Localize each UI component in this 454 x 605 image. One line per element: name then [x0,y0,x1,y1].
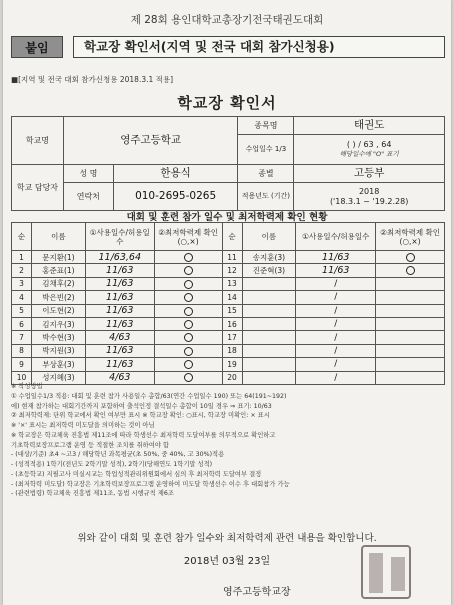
used-days: 11/63 [85,344,154,357]
athlete-name [242,331,296,344]
athlete-name: 문지환(1) [31,251,85,264]
table-row [12,358,445,371]
row-number: 7 [12,331,32,344]
used-days: 11/63 [85,291,154,304]
instruction-line: 기초학력보장프로그램 운영 등 적절한 조치를 취하여야 함 [11,441,169,449]
row-number: 5 [12,304,32,317]
check-circle-mark [184,347,193,356]
instruction-line: - (초등학교) 지필고사 미실시교는 학업성적관리위원회에서 심의 후 최저학력 도달여부 결정 [11,470,262,478]
athlete-name: 김채후(2) [31,277,85,290]
used-days: 11/63 [85,358,154,371]
section-title: 대회 및 훈련 참가 일수 및 최저학력제 확인 현황 [126,212,328,223]
row-number: 9 [12,358,32,371]
row-number: 18 [222,344,242,357]
school-info-table [11,116,445,211]
grade-check [154,291,222,304]
staff-name-label: 성 명 [63,165,113,183]
competition-title: 제 28회 용인대학교총장기전국태권도대회 [130,14,324,26]
athlete-name: 홍준표(1) [31,264,85,277]
row-number: 20 [222,371,242,384]
instruction-line: - (관련법령) 학교체육 진흥법 제11조, 동법 시행규칙 제6조 [11,490,174,498]
grade-check [154,277,222,290]
check-circle-mark [406,266,415,275]
contact-value: 010-2695-0265 [113,183,238,211]
row-number: 19 [222,358,242,371]
grade-check [154,331,222,344]
used-days: 11/63 [85,264,154,277]
row-number: 2 [12,264,32,277]
grade-check [154,304,222,317]
staff-name-value: 한용식 [113,165,238,183]
instruction-line: - (대상/기준) 초4 ~고3 / 해당학년 과목평균(초 50%, 중 40%, 고 30%)적용 [11,451,225,459]
used-days: 4/63 [85,371,154,384]
check-circle-mark [184,360,193,369]
grade-check [376,264,445,277]
school-seal-stamp [361,545,411,599]
grade-check [154,317,222,330]
period-year: 2018 [358,186,380,196]
instruction-line: 에) 현재 참가하는 대회기간까지 포함하여 출석인정 결석일수 총합이 10일 경우 ⇒ 표기: 10/63 [11,402,272,410]
grade-check [154,251,222,264]
instruction-line: ① 수업일수1/3 적용: 대회 및 훈련 참가 사용일수 총합/63(연간 수업일수 190) 또는 64(191~192) [11,392,287,400]
used-days: / [296,304,376,317]
used-days: / [296,317,376,330]
check-circle-mark [184,320,193,329]
grade-check [376,251,445,264]
athlete-name: 박지원(3) [31,344,85,357]
table-row [12,251,445,264]
contact-label: 연락처 [63,183,113,211]
athlete-name: 이도현(2) [31,304,85,317]
school-days-value: ( ) / 63 , 64 [346,140,392,150]
col-grade-right: ②최저학력제 확인(○,×) [376,223,445,251]
school-days-cell [294,135,445,165]
division-value: 고등부 [294,165,445,183]
writing-instructions [11,382,445,499]
athlete-name: 박은빈(2) [31,291,85,304]
grade-check [376,331,445,344]
instruction-line: - (성적적용) 1학기(전년도 2학기말 성적), 2학기(당해연도 1학기말 성적) [11,461,213,468]
athlete-name: 김지우(3) [31,317,85,330]
row-number: 4 [12,291,32,304]
row-number: 14 [222,291,242,304]
grade-check [154,358,222,371]
form-version-label: ■[지역 및 전국 대회 참가신청용 2018.3.1 적용] [11,75,174,84]
athlete-name [242,344,296,357]
row-number: 3 [12,277,32,290]
used-days: 11/63 [296,264,376,277]
check-circle-mark [184,307,193,316]
used-days: / [296,344,376,357]
grade-check [376,304,445,317]
col-name-right: 이름 [242,223,296,251]
row-number: 12 [222,264,242,277]
used-days: / [296,331,376,344]
school-days-label: 수업일수 1/3 [238,135,294,165]
attachment-label: 붙임 [11,36,63,58]
grade-check [376,344,445,357]
used-days: 4/63 [85,331,154,344]
col-no-right: 순 [222,223,242,251]
attachment-title: 학교장 확인서(지역 및 전국 대회 참가신청용) [73,36,445,58]
table-row [12,344,445,357]
athlete-name: 박수현(3) [31,331,85,344]
event-value: 태권도 [294,117,445,135]
col-grade-left: ②최저학력제 확인(○,×) [154,223,222,251]
check-circle-mark [184,253,193,262]
row-number: 17 [222,331,242,344]
athlete-table-header [12,223,445,251]
athlete-name [242,358,296,371]
grade-check [376,291,445,304]
instruction-line: - (최저학력 미도달) 학교장은 기초학력보장프로그램 운영하여 미도달 학생선수 이수 후 대회참가 가능 [11,480,290,488]
row-number: 1 [12,251,32,264]
athlete-table [11,222,445,385]
athlete-name [242,317,296,330]
row-number: 10 [12,371,32,384]
period-cell [294,183,445,211]
certificate-page [3,0,451,605]
col-days-left: ①사용일수/허용일수 [85,223,154,251]
table-row [12,304,445,317]
used-days: / [296,371,376,384]
issue-date: 2018년 03월 23일 [183,556,271,567]
athlete-table-body [12,251,445,385]
used-days: 11/63 [85,277,154,290]
used-days: / [296,358,376,371]
attachment-row [11,36,445,58]
athlete-name: 송지훈(3) [242,251,296,264]
grade-check [376,317,445,330]
row-number: 13 [222,277,242,290]
grade-check [376,358,445,371]
row-number: 15 [222,304,242,317]
staff-label: 학교 담당자 [12,165,64,211]
athlete-name: 성지혜(3) [31,371,85,384]
period-label: 적용년도 (기간) [238,183,294,211]
col-name-left: 이름 [31,223,85,251]
row-number: 11 [222,251,242,264]
check-circle-mark [406,253,415,262]
check-circle-mark [184,333,193,342]
used-days: 11/63 [85,304,154,317]
row-number: 8 [12,344,32,357]
row-number: 6 [12,317,32,330]
school-name-label: 학교명 [12,117,64,165]
athlete-name: 진준혁(3) [242,264,296,277]
row-number: 16 [222,317,242,330]
confirmation-text: 위와 같이 대회 및 훈련 참가 일수와 최저학력제 관련 내용을 확인합니다. [77,533,377,544]
table-row [12,264,445,277]
document-title: 학교장 확인서 [177,94,277,112]
principal-signature: 영주고등학교장 [223,587,291,598]
used-days: / [296,277,376,290]
school-name-value: 영주고등학교 [63,117,238,165]
col-no-left: 순 [12,223,32,251]
check-circle-mark [184,293,193,302]
table-row [12,317,445,330]
used-days: 11/63,64 [85,251,154,264]
check-circle-mark [184,266,193,275]
athlete-name [242,291,296,304]
instruction-line: ② 최저학력제: 단위 학교에서 확인 여부만 표시 ※ 학교장 확인: ○표시, 학교장 미확인: × 표시 [11,412,270,420]
used-days: / [296,291,376,304]
instruction-line: ※ 작성방법 [11,383,43,390]
period-range: ('18.3.1 ~ '19.2.28) [329,196,409,206]
used-days: 11/63 [296,251,376,264]
athlete-name: 부상훈(3) [31,358,85,371]
school-days-note: 해당일수에 "O" 표기 [339,150,399,159]
check-circle-mark [184,280,193,289]
division-label: 종별 [238,165,294,183]
grade-check [154,344,222,357]
table-row [12,277,445,290]
event-label: 종목명 [238,117,294,135]
grade-check [154,264,222,277]
grade-check [376,277,445,290]
table-row [12,291,445,304]
athlete-name [242,277,296,290]
athlete-name [242,304,296,317]
col-days-right: ①사용일수/허용일수 [296,223,376,251]
instruction-line: ※ '×' 표시는 최저학력 미도달을 의미하는 것이 아님 [11,422,155,429]
used-days: 11/63 [85,317,154,330]
table-row [12,331,445,344]
instruction-line: ※ 학교장은 학교체육 진흥법 제11조에 따라 학생선수 최저학력 도달여부를 의무적으로 확인하고 [11,431,276,439]
